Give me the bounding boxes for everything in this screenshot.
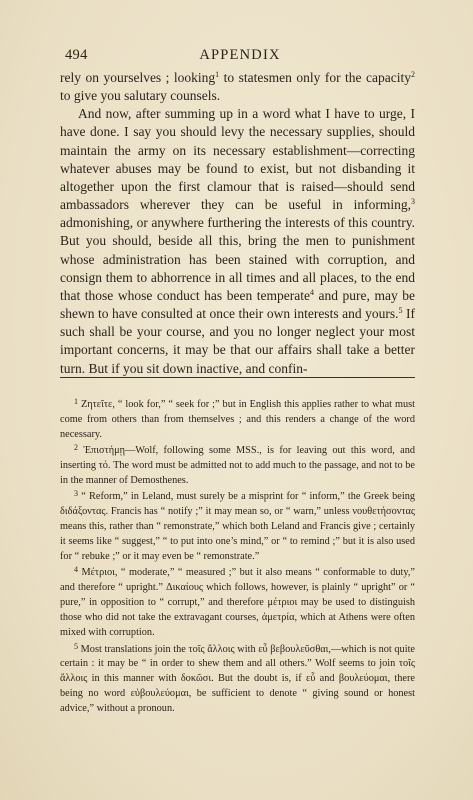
footnote-number: 5 <box>74 641 78 651</box>
footnote-number: 3 <box>74 489 78 499</box>
footnote-number: 1 <box>74 397 78 406</box>
footnote-3 <box>60 490 415 565</box>
text-run: to give you salutary counsels. <box>60 88 221 104</box>
footnote-text: Most translations join the τοῖς ἄλλοις with εὖ βεβουλεῦσθαι,—which is not quite certain : it may be “ in order to shew them and all others.” Wolf seems to join τοῖς ἄλλοις in this manner with δοκῶσι. But the doubt is, if εὖ and βουλεύομαι, there being no word εὐβουλεύομαι, be sufficient to denote “ giving sound or honest advice,” without a pronoun. <box>60 643 416 715</box>
footnote-number: 4 <box>74 565 78 575</box>
footnote-text: Μέτριοι, “ moderate,” “ measured ;” but it also means “ conformable to duty,” and therefore “ upright.” Δικαίους which follows, however, is plainly “ upright” or “ pure,” in opposition to “ corrupt,” and therefore μέτριοι may be used to distinguish those who did not take the extravagant courses, ἀμετρία, which at Athens were often mixed with corruption. <box>60 567 415 639</box>
footnote-4 <box>60 566 415 641</box>
paragraph-1 <box>60 69 415 105</box>
footnotes <box>60 398 415 719</box>
footnote-text: Ζητεῖτε, “ look for,” “ seek for ;” but in English this applies rather to what must come from others than from themselves ; and this renders a change of the word necessary. <box>60 399 415 440</box>
footnote-divider <box>60 377 415 378</box>
text-run: and pure, may be shewn to have consulted at once their own interests and yours. <box>60 287 416 322</box>
footnote-1 <box>60 398 415 443</box>
text-run: If such shall be your course, and you no longer neglect your most important concerns, it may be that our affairs shall take a better turn. But if you sit down inactive, and confin- <box>60 306 415 376</box>
footnote-ref-4[interactable]: 4 <box>309 287 314 297</box>
text-run: And now, after summing up in a word what I have to urge, I have done. I say you should levy the necessary supplies, should maintain the army on its necessary establishment—correcting whatever abuses may be found to exist, but not disbanding it altogether upon the first clamour that is raised—should send ambassadors wherever they can be useful in informing, <box>60 106 415 213</box>
footnote-text: “ Reform,” in Leland, must surely be a misprint for “ inform,” the Greek being διδάξοντας. Francis has “ notify ;” it may mean so, or “ warn,” unless νουθετήσοντας means this, rather than “ remonstrate,” which both Leland and Francis give ; certainly it seems like “ suggest,” “ to put into one’s mind,” or “ to remind ;” but it is also used for “ rebuke ;” or it may even be “ remonstrate.” <box>60 491 415 563</box>
footnote-ref-2[interactable]: 2 <box>410 70 415 79</box>
text-run: to statesmen only for the capacity <box>219 70 411 85</box>
running-header <box>65 47 415 65</box>
main-text <box>60 69 415 378</box>
footnote-text: Ἐπιστήμῃ—Wolf, following some MSS., is for leaving out this word, and inserting τό. The word must be admitted not to add much to the passage, and not to be in the manner of Demosthenes. <box>60 445 416 487</box>
text-run: rely on yourselves ; looking <box>60 70 216 85</box>
footnote-number: 2 <box>74 443 78 453</box>
footnote-2 <box>60 444 415 489</box>
running-title: APPENDIX <box>199 47 281 63</box>
page-number: 494 <box>65 47 88 63</box>
footnote-5 <box>60 643 415 718</box>
text-run: admonishing, or anywhere furthering the interests of this country. But you should, beside all this, bring the men to punishment whose administration has been stained with corruption, and consign them to abhorrence in all times and all places, to the end that those whose conduct has been temperate <box>60 215 415 303</box>
footnote-ref-5[interactable]: 5 <box>398 306 403 316</box>
paragraph-2 <box>60 105 415 377</box>
footnote-ref-3[interactable]: 3 <box>411 197 415 207</box>
footnote-ref-1[interactable]: 1 <box>215 70 220 79</box>
